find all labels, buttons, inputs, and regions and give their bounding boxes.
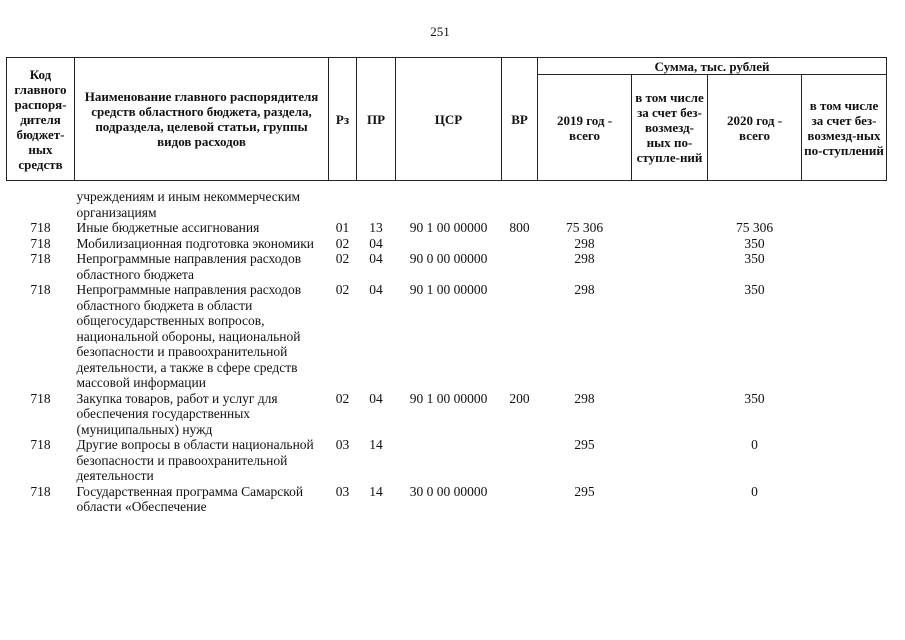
cell-pr: 04 bbox=[369, 390, 383, 406]
cell-csr: 90 1 00 00000 bbox=[409, 220, 488, 235]
cell-2019-grants bbox=[632, 220, 708, 236]
cell-csr: 30 0 00 00000 bbox=[409, 483, 488, 499]
cell-rz: 02 bbox=[335, 251, 350, 266]
header-2020-total: 2020 год - всего bbox=[708, 75, 802, 181]
cell-2020-grants bbox=[802, 484, 887, 515]
table-row bbox=[7, 282, 887, 391]
cell-rz: 02 bbox=[335, 282, 350, 297]
cell-vr bbox=[502, 236, 538, 252]
cell-2020-grants bbox=[802, 282, 887, 391]
cell-rz bbox=[329, 189, 357, 220]
cell-pr: 04 bbox=[369, 251, 383, 266]
header-csr: ЦСР bbox=[396, 58, 502, 181]
cell-pr: 14 bbox=[369, 483, 383, 499]
cell-rz: 03 bbox=[335, 437, 350, 452]
cell-name: Закупка товаров, работ и услуг для обеспечения государственных (муниципальных) нужд bbox=[76, 390, 278, 437]
cell-2019-grants bbox=[632, 391, 708, 438]
cell-vr bbox=[502, 437, 538, 484]
header-2019-grants: в том числе за счет без-возмезд-ных по-ступле-ний bbox=[632, 75, 708, 181]
cell-name: Непрограммные направления расходов областного бюджета bbox=[76, 251, 302, 282]
cell-name: Мобилизационная подготовка экономики bbox=[76, 235, 315, 251]
header-vr: ВР bbox=[502, 58, 538, 181]
cell-2020-total: 350 bbox=[744, 251, 765, 266]
cell-2019-total: 295 bbox=[574, 483, 595, 499]
cell-name: Другие вопросы в области национальной безопасности и правоохранительной деятельности bbox=[76, 437, 314, 483]
cell-code bbox=[7, 189, 75, 220]
cell-code: 718 bbox=[30, 437, 51, 452]
cell-csr bbox=[396, 437, 502, 484]
cell-2020-grants bbox=[802, 391, 887, 438]
header-rz: Рз bbox=[329, 58, 357, 181]
cell-vr: 200 bbox=[509, 390, 530, 406]
header-2020-grants: в том числе за счет без-возмезд-ных по-ступлений bbox=[802, 75, 887, 181]
cell-pr: 13 bbox=[369, 220, 383, 235]
cell-code: 718 bbox=[30, 390, 51, 406]
table-row bbox=[7, 251, 887, 282]
cell-2019-total: 295 bbox=[574, 437, 595, 452]
table-row bbox=[7, 236, 887, 252]
cell-code: 718 bbox=[30, 282, 51, 297]
cell-csr: 90 0 00 00000 bbox=[409, 251, 488, 266]
cell-name: Иные бюджетные ассигнования bbox=[76, 220, 260, 235]
cell-2019-grants bbox=[632, 236, 708, 252]
cell-2019-total bbox=[538, 189, 632, 220]
cell-2020-total: 350 bbox=[744, 235, 765, 251]
cell-code: 718 bbox=[30, 483, 51, 499]
cell-csr: 90 1 00 00000 bbox=[409, 282, 488, 297]
budget-table bbox=[6, 57, 887, 515]
cell-pr bbox=[357, 189, 396, 220]
cell-2019-total: 298 bbox=[574, 390, 595, 406]
cell-pr: 04 bbox=[369, 235, 383, 251]
cell-rz: 02 bbox=[335, 390, 350, 406]
cell-code: 718 bbox=[30, 251, 51, 266]
cell-2020-grants bbox=[802, 437, 887, 484]
cell-vr bbox=[502, 251, 538, 282]
cell-vr bbox=[502, 189, 538, 220]
header-pr: ПР bbox=[357, 58, 396, 181]
cell-code: 718 bbox=[30, 235, 51, 251]
cell-2019-total: 298 bbox=[574, 282, 595, 297]
cell-name: Непрограммные направления расходов областного бюджета в области общегосударственных вопросов, национальной обороны, национальной безопасности и правоохранительной деятельности, а также в сфере средств массовой информации bbox=[76, 282, 302, 390]
cell-rz: 02 bbox=[335, 235, 350, 251]
cell-2020-grants bbox=[802, 189, 887, 220]
cell-2019-total: 298 bbox=[574, 235, 595, 251]
table-row bbox=[7, 189, 887, 220]
table-row bbox=[7, 437, 887, 484]
cell-csr bbox=[396, 236, 502, 252]
table-body bbox=[7, 189, 887, 515]
cell-name: учреждениям и иным некоммерческим организациям bbox=[76, 189, 301, 220]
cell-pr: 04 bbox=[369, 282, 383, 297]
cell-vr bbox=[502, 484, 538, 515]
cell-vr: 800 bbox=[509, 220, 530, 235]
table-row bbox=[7, 220, 887, 236]
cell-2019-total: 75 306 bbox=[565, 220, 604, 235]
cell-rz: 01 bbox=[335, 220, 350, 235]
header-code: Код главного распоря-дителя бюджет-ных средств bbox=[7, 58, 75, 181]
cell-rz: 03 bbox=[335, 483, 350, 499]
cell-2019-grants bbox=[632, 437, 708, 484]
cell-2019-grants bbox=[632, 484, 708, 515]
cell-2019-total: 298 bbox=[574, 251, 595, 266]
cell-code: 718 bbox=[30, 220, 51, 235]
header-name: Наименование главного распорядителя средств областного бюджета, раздела, подраздела, целевой статьи, группы видов расходов bbox=[75, 58, 329, 181]
cell-2020-total bbox=[708, 189, 802, 220]
cell-2020-grants bbox=[802, 251, 887, 282]
cell-name: Государственная программа Самарской области «Обеспечение bbox=[76, 483, 304, 514]
cell-2020-total: 350 bbox=[744, 282, 765, 297]
table-row bbox=[7, 484, 887, 515]
cell-vr bbox=[502, 282, 538, 391]
page-number: 251 bbox=[430, 24, 450, 39]
header-sum-title: Сумма, тыс. рублей bbox=[538, 58, 887, 75]
table-row bbox=[7, 391, 887, 438]
cell-2020-total: 75 306 bbox=[735, 220, 774, 235]
cell-2019-grants bbox=[632, 282, 708, 391]
cell-2020-total: 0 bbox=[751, 437, 758, 452]
cell-csr bbox=[396, 189, 502, 220]
cell-csr: 90 1 00 00000 bbox=[409, 390, 488, 406]
cell-2020-total: 350 bbox=[744, 390, 765, 406]
cell-2020-grants bbox=[802, 236, 887, 252]
cell-2019-grants bbox=[632, 189, 708, 220]
header-2019-total: 2019 год - всего bbox=[538, 75, 632, 181]
cell-pr: 14 bbox=[369, 437, 383, 452]
cell-2019-grants bbox=[632, 251, 708, 282]
cell-2020-grants bbox=[802, 220, 887, 236]
cell-2020-total: 0 bbox=[751, 483, 758, 499]
